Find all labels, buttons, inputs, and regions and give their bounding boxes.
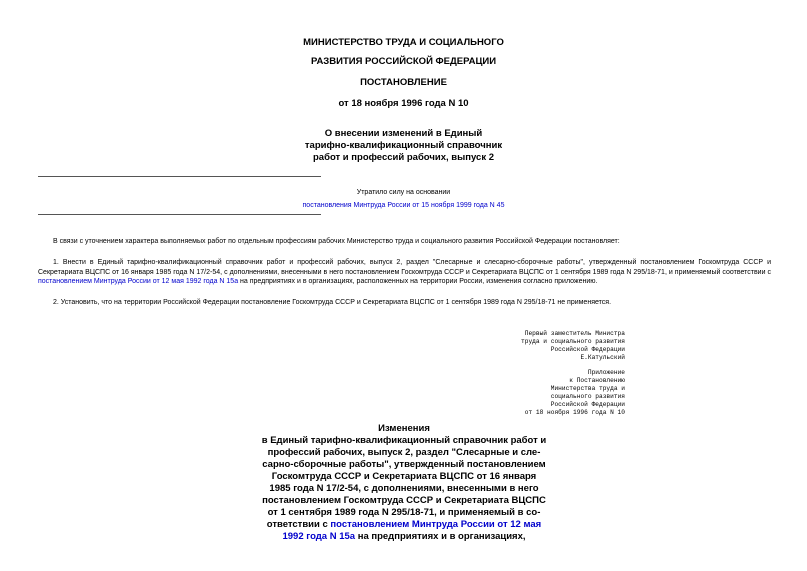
appendix-title: Изменения: [378, 423, 430, 434]
status-note: Утратило силу на основании: [356, 189, 451, 196]
appendix-ref-line3: Министерства труда и: [550, 385, 625, 392]
document-type: ПОСТАНОВЛЕНИЕ: [360, 77, 447, 88]
appendix-line6: постановлением Госкомтруда СССР и Секретариата ВЦСПС: [262, 495, 546, 506]
signature-name: Е.Катульский: [580, 354, 625, 361]
appendix-reference: [525, 369, 625, 417]
signature-line3: Российской Федерации: [550, 346, 625, 353]
subject-line1: О внесении изменений в Единый: [324, 128, 483, 139]
item1-text-after: на предприятиях и в организациях, расположенных на территории России, изменения согласно приложению.: [238, 278, 598, 285]
signature-block: [521, 330, 625, 362]
appendix-line8: [259, 519, 549, 531]
document-date-number: от 18 ноября 1996 года N 10: [338, 98, 469, 109]
appendix-ref-line2: к Постановлению: [569, 377, 625, 384]
subject-line2: тарифно-квалификационный справочник: [304, 140, 503, 151]
appendix-line4: Госкомтруда СССР и Секретариата ВЦСПС от 16 января: [271, 471, 537, 482]
item2-paragraph: 2. Установить, что на территории Российской Федерации постановление Госкомтруда СССР и Секретариата ВЦСПС от 1 сентября 1989 года N 295/18-71 не применяется.: [53, 299, 612, 306]
appendix-resolution-link-part1[interactable]: постановлением Минтруда России от 12 мая: [330, 519, 542, 530]
repeal-link[interactable]: постановления Минтруда России от 15 ноября 1999 года N 45: [302, 202, 505, 209]
appendix-line1: в Единый тарифно-квалификационный справочник работ и: [261, 435, 547, 446]
appendix-line2: профессий рабочих, выпуск 2, раздел "Слесарные и сле-: [267, 447, 541, 458]
appendix-ref-line5: Российской Федерации: [550, 401, 625, 408]
ministry-name-line1: МИНИСТЕРСТВО ТРУДА И СОЦИАЛЬНОГО: [303, 37, 504, 48]
appendix-ref-line1: Приложение: [587, 369, 625, 376]
resolution-15a-link[interactable]: постановлением Минтруда России от 12 мая 1992 года N 15а: [38, 278, 239, 285]
appendix-ref-line4: социального развития: [550, 393, 625, 400]
appendix-line3: сарно-сборочные работы", утвержденный постановлением: [262, 459, 546, 470]
signature-line1: Первый заместитель Министра: [524, 330, 625, 337]
separator-top: [38, 176, 321, 177]
appendix-ref-line6: от 18 ноября 1996 года N 10: [524, 409, 625, 416]
appendix-line9: [259, 531, 549, 543]
item1-text-before: 1. Внести в Единый тарифно-квалификационный справочник работ и профессий рабочих, выпуск 2, раздел "Слесарные и слесарно-сборочные работы", утвержденный постановлением Госкомтруда СССР и Секретариата ВЦСПС от 16 января 1985 года N 17/2-54, с дополнениями, внесенными в него постановлением Госкомтруда СССР и Секретариата ВЦСПС от 1 сентября 1989 года N 295/18-71, и применяемый соответствии с: [38, 259, 771, 276]
appendix-resolution-link-part2[interactable]: 1992 года N 15а: [282, 531, 356, 542]
signature-line2: труда и социального развития: [521, 338, 625, 345]
ministry-name-line2: РАЗВИТИЯ РОССИЙСКОЙ ФЕДЕРАЦИИ: [310, 56, 497, 67]
item1-paragraph: [38, 258, 771, 287]
preamble-paragraph: В связи с уточнением характера выполняемых работ по отдельным профессиям рабочих Министерство труда и социального развития Российской Федерации постановляет:: [53, 238, 620, 245]
subject-line3: работ и профессий рабочих, выпуск 2: [312, 152, 494, 163]
separator-bottom: [38, 214, 321, 215]
appendix-line5: 1985 года N 17/2-54, с дополнениями, внесенными в него: [269, 483, 539, 494]
appendix-line8-text: ответствии с: [266, 519, 331, 530]
appendix-line7: от 1 сентября 1989 года N 295/18-71, и применяемый в со-: [267, 507, 541, 518]
appendix-line9-text: на предприятиях и в организациях,: [355, 531, 526, 542]
